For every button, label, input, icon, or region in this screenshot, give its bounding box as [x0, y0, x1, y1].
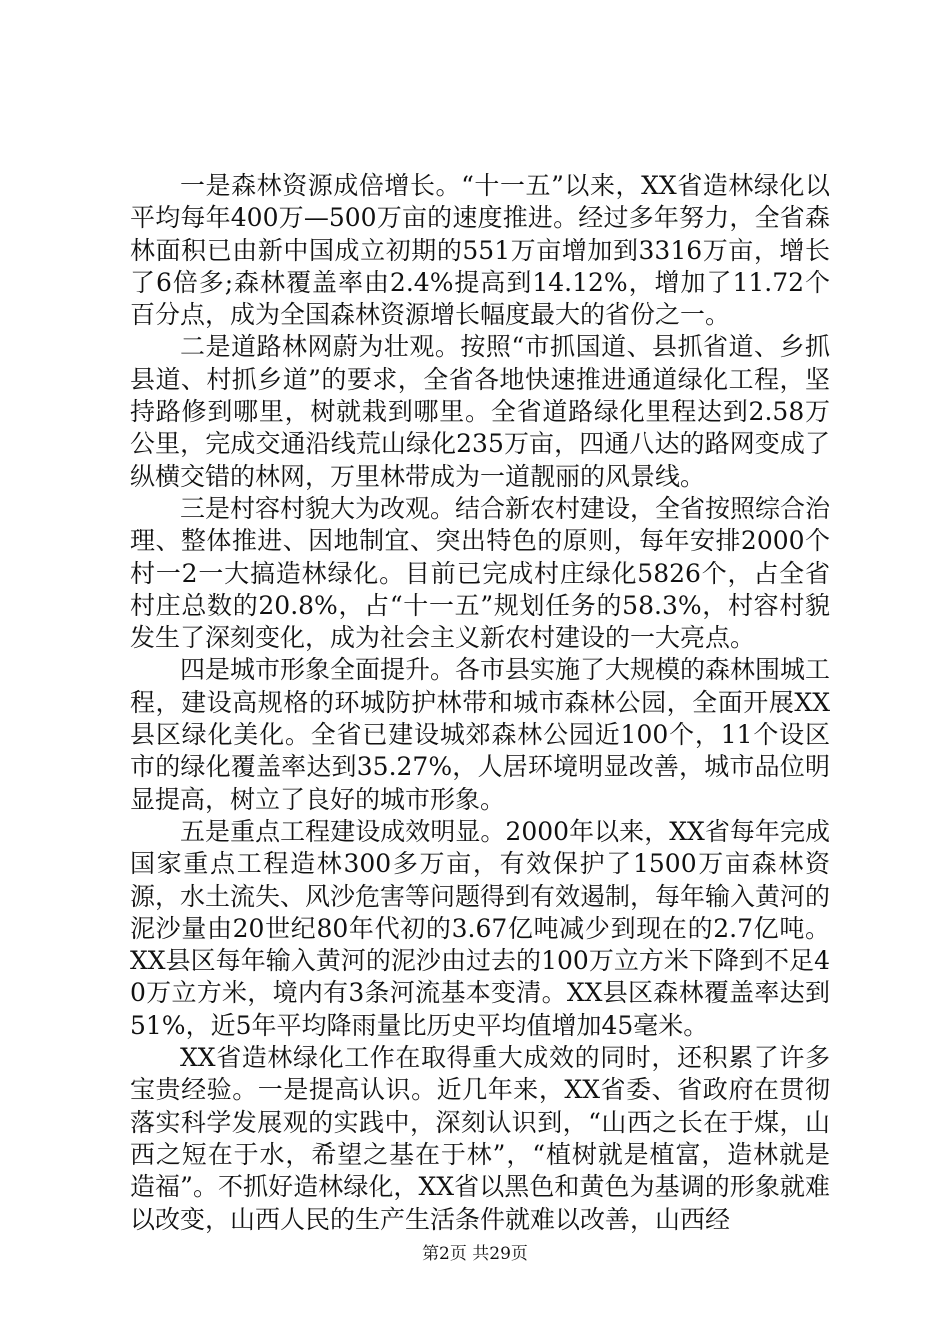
- paragraph-village-appearance: 三是村容村貌大为改观。结合新农村建设，全省按照综合治理、整体推进、因地制宜、突出特色的原则，每年安排2000个村一2一大搞造林绿化。目前已完成村庄绿化5826个，占全省村庄总数的20.8%，占“十一五”规划任务的58.3%，村容村貌发生了深刻变化，成为社会主义新农村建设的一大亮点。: [130, 493, 831, 653]
- document-body: [130, 170, 830, 1236]
- paragraph-experience: XX省造林绿化工作在取得重大成效的同时，还积累了许多宝贵经验。一是提高认识。近几年来，XX省委、省政府在贯彻落实科学发展观的实践中，深刻认识到，“山西之长在于煤，山西之短在于水，希望之基在于林”，“植树就是植富，造林就是造福”。不抓好造林绿化，XX省以黑色和黄色为基调的形象就难以改变，山西人民的生产生活条件就难以改善，山西经: [130, 1043, 830, 1234]
- paragraph-forest-resources: 一是森林资源成倍增长。“十一五”以来，XX省造林绿化以平均每年400万—500万亩的速度推进。经过多年努力，全省森林面积已由新中国成立初期的551万亩增加到3316万亩，增长了6倍多;森林覆盖率由2.4%提高到14.12%，增加了11.72个百分点，成为全国森林资源增长幅度最大的省份之一。: [130, 171, 830, 330]
- paragraph-road-forest-network: 二是道路林网蔚为壮观。按照“市抓国道、县抓省道、乡抓县道、村抓乡道”的要求，全省各地快速推进通道绿化工程，坚持路修到哪里，树就栽到哪里。全省道路绿化里程达到2.58万公里，完成交通沿线荒山绿化235万亩，四通八达的路网变成了纵横交错的林网，万里林带成为一道靓丽的风景线。: [130, 332, 830, 491]
- page-number-footer: 第2页 共29页: [422, 1244, 528, 1264]
- paragraph-city-image: 四是城市形象全面提升。各市县实施了大规模的森林围城工程，建设高规格的环城防护林带和城市森林公园，全面开展XX县区绿化美化。全省已建设城郊森林公园近100个，11个设区市的绿化覆盖率达到35.27%，人居环境明显改善，城市品位明显提高，树立了良好的城市形象。: [130, 655, 831, 814]
- paragraph-key-projects: 五是重点工程建设成效明显。2000年以来，XX省每年完成国家重点工程造林300多万亩，有效保护了1500万亩森林资源，水土流失、风沙危害等问题得到有效遏制，每年输入黄河的泥沙量由20世纪80年代初的3.67亿吨减少到现在的2.7亿吨。XX县区每年输入黄河的泥沙由过去的100万立方米下降到不足40万立方米，境内有3条河流基本变清。XX县区森林覆盖率达到51%，近5年平均降雨量比历史平均值增加45毫米。: [130, 816, 831, 1040]
